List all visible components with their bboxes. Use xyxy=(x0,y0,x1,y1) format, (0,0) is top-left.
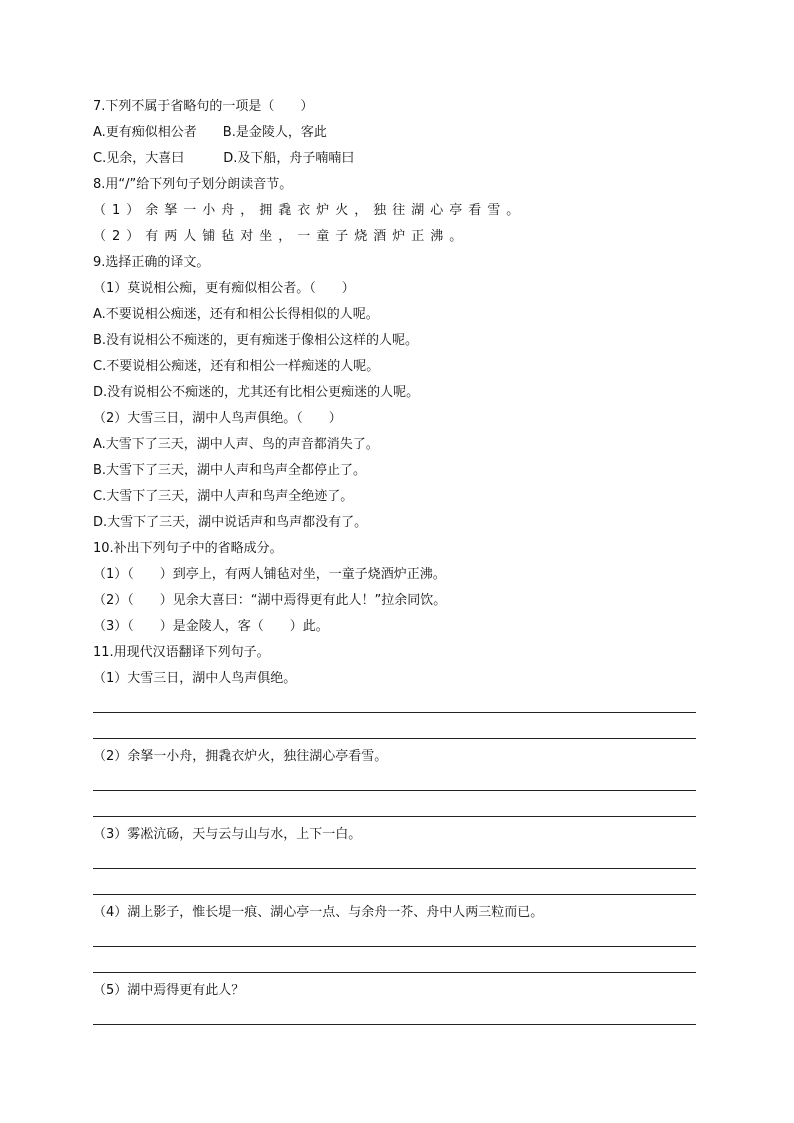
answer-line[interactable] xyxy=(93,946,696,947)
q9-part1-stem: （1）莫说相公痴，更有痴似相公者。（ ） xyxy=(93,281,355,296)
q11-sentence-5: （5）湖中焉得更有此人？ xyxy=(93,983,245,998)
q7-stem: 7.下列不属于省略句的一项是（ ） xyxy=(93,99,314,114)
q7-options-cd: C.见余，大喜曰 D.及下船，舟子喃喃曰 xyxy=(93,151,355,166)
q11-sentence-1: （1）大雪三日，湖中人鸟声俱绝。 xyxy=(93,671,297,686)
q10-sentence-1: （1）（ ）到亭上，有两人铺毡对坐，一童子烧酒炉正沸。 xyxy=(93,567,446,582)
answer-line[interactable] xyxy=(93,868,696,869)
q9-part2-option-b: B.大雪下了三天，湖中人声和鸟声全都停止了。 xyxy=(93,463,367,478)
q10-sentence-2: （2）（ ）见余大喜曰：“湖中焉得更有此人！”拉余同饮。 xyxy=(93,593,447,608)
q9-part2-option-d: D.大雪下了三天，湖中说话声和鸟声都没有了。 xyxy=(93,515,368,530)
q9-stem: 9.选择正确的译文。 xyxy=(93,255,210,270)
answer-line[interactable] xyxy=(93,972,696,973)
q8-sentence-2: （2）有两人铺毡对坐，一童子烧酒炉正沸。 xyxy=(93,229,469,244)
answer-line[interactable] xyxy=(93,712,696,713)
q11-stem: 11.用现代汉语翻译下列句子。 xyxy=(93,645,270,660)
answer-line[interactable] xyxy=(93,816,696,817)
q9-part1-option-b: B.没有说相公不痴迷的，更有痴迷于像相公这样的人呢。 xyxy=(93,333,419,348)
q9-part1-option-c: C.不要说相公痴迷，还有和相公一样痴迷的人呢。 xyxy=(93,359,380,374)
answer-line[interactable] xyxy=(93,894,696,895)
q9-part1-option-d: D.没有说相公不痴迷的，尤其还有比相公更痴迷的人呢。 xyxy=(93,385,420,400)
q10-stem: 10.补出下列句子中的省略成分。 xyxy=(93,541,283,556)
q11-sentence-4: （4）湖上影子，惟长堤一痕、湖心亭一点、与余舟一芥、舟中人两三粒而已。 xyxy=(93,905,544,920)
answer-line[interactable] xyxy=(93,738,696,739)
q11-sentence-3: （3）雾凇沆砀，天与云与山与水，上下一白。 xyxy=(93,827,362,842)
q10-sentence-3: （3）（ ）是金陵人，客（ ）此。 xyxy=(93,619,329,634)
q7-options-ab: A.更有痴似相公者 B.是金陵人，客此 xyxy=(93,125,327,140)
q8-stem: 8.用“/”给下列句子划分朗读音节。 xyxy=(93,177,293,192)
q9-part2-stem: （2）大雪三日，湖中人鸟声俱绝。（ ） xyxy=(93,411,342,426)
q9-part2-option-c: C.大雪下了三天，湖中人声和鸟声全绝迹了。 xyxy=(93,489,354,504)
answer-line[interactable] xyxy=(93,790,696,791)
q8-sentence-1: （1）余拏一小舟，拥毳衣炉火，独往湖心亭看雪。 xyxy=(93,203,526,218)
q9-part1-option-a: A.不要说相公痴迷，还有和相公长得相似的人呢。 xyxy=(93,307,379,322)
q11-sentence-2: （2）余拏一小舟，拥毳衣炉火，独往湖心亭看雪。 xyxy=(93,749,388,764)
q9-part2-option-a: A.大雪下了三天，湖中人声、鸟的声音都消失了。 xyxy=(93,437,379,452)
answer-line[interactable] xyxy=(93,1024,696,1025)
